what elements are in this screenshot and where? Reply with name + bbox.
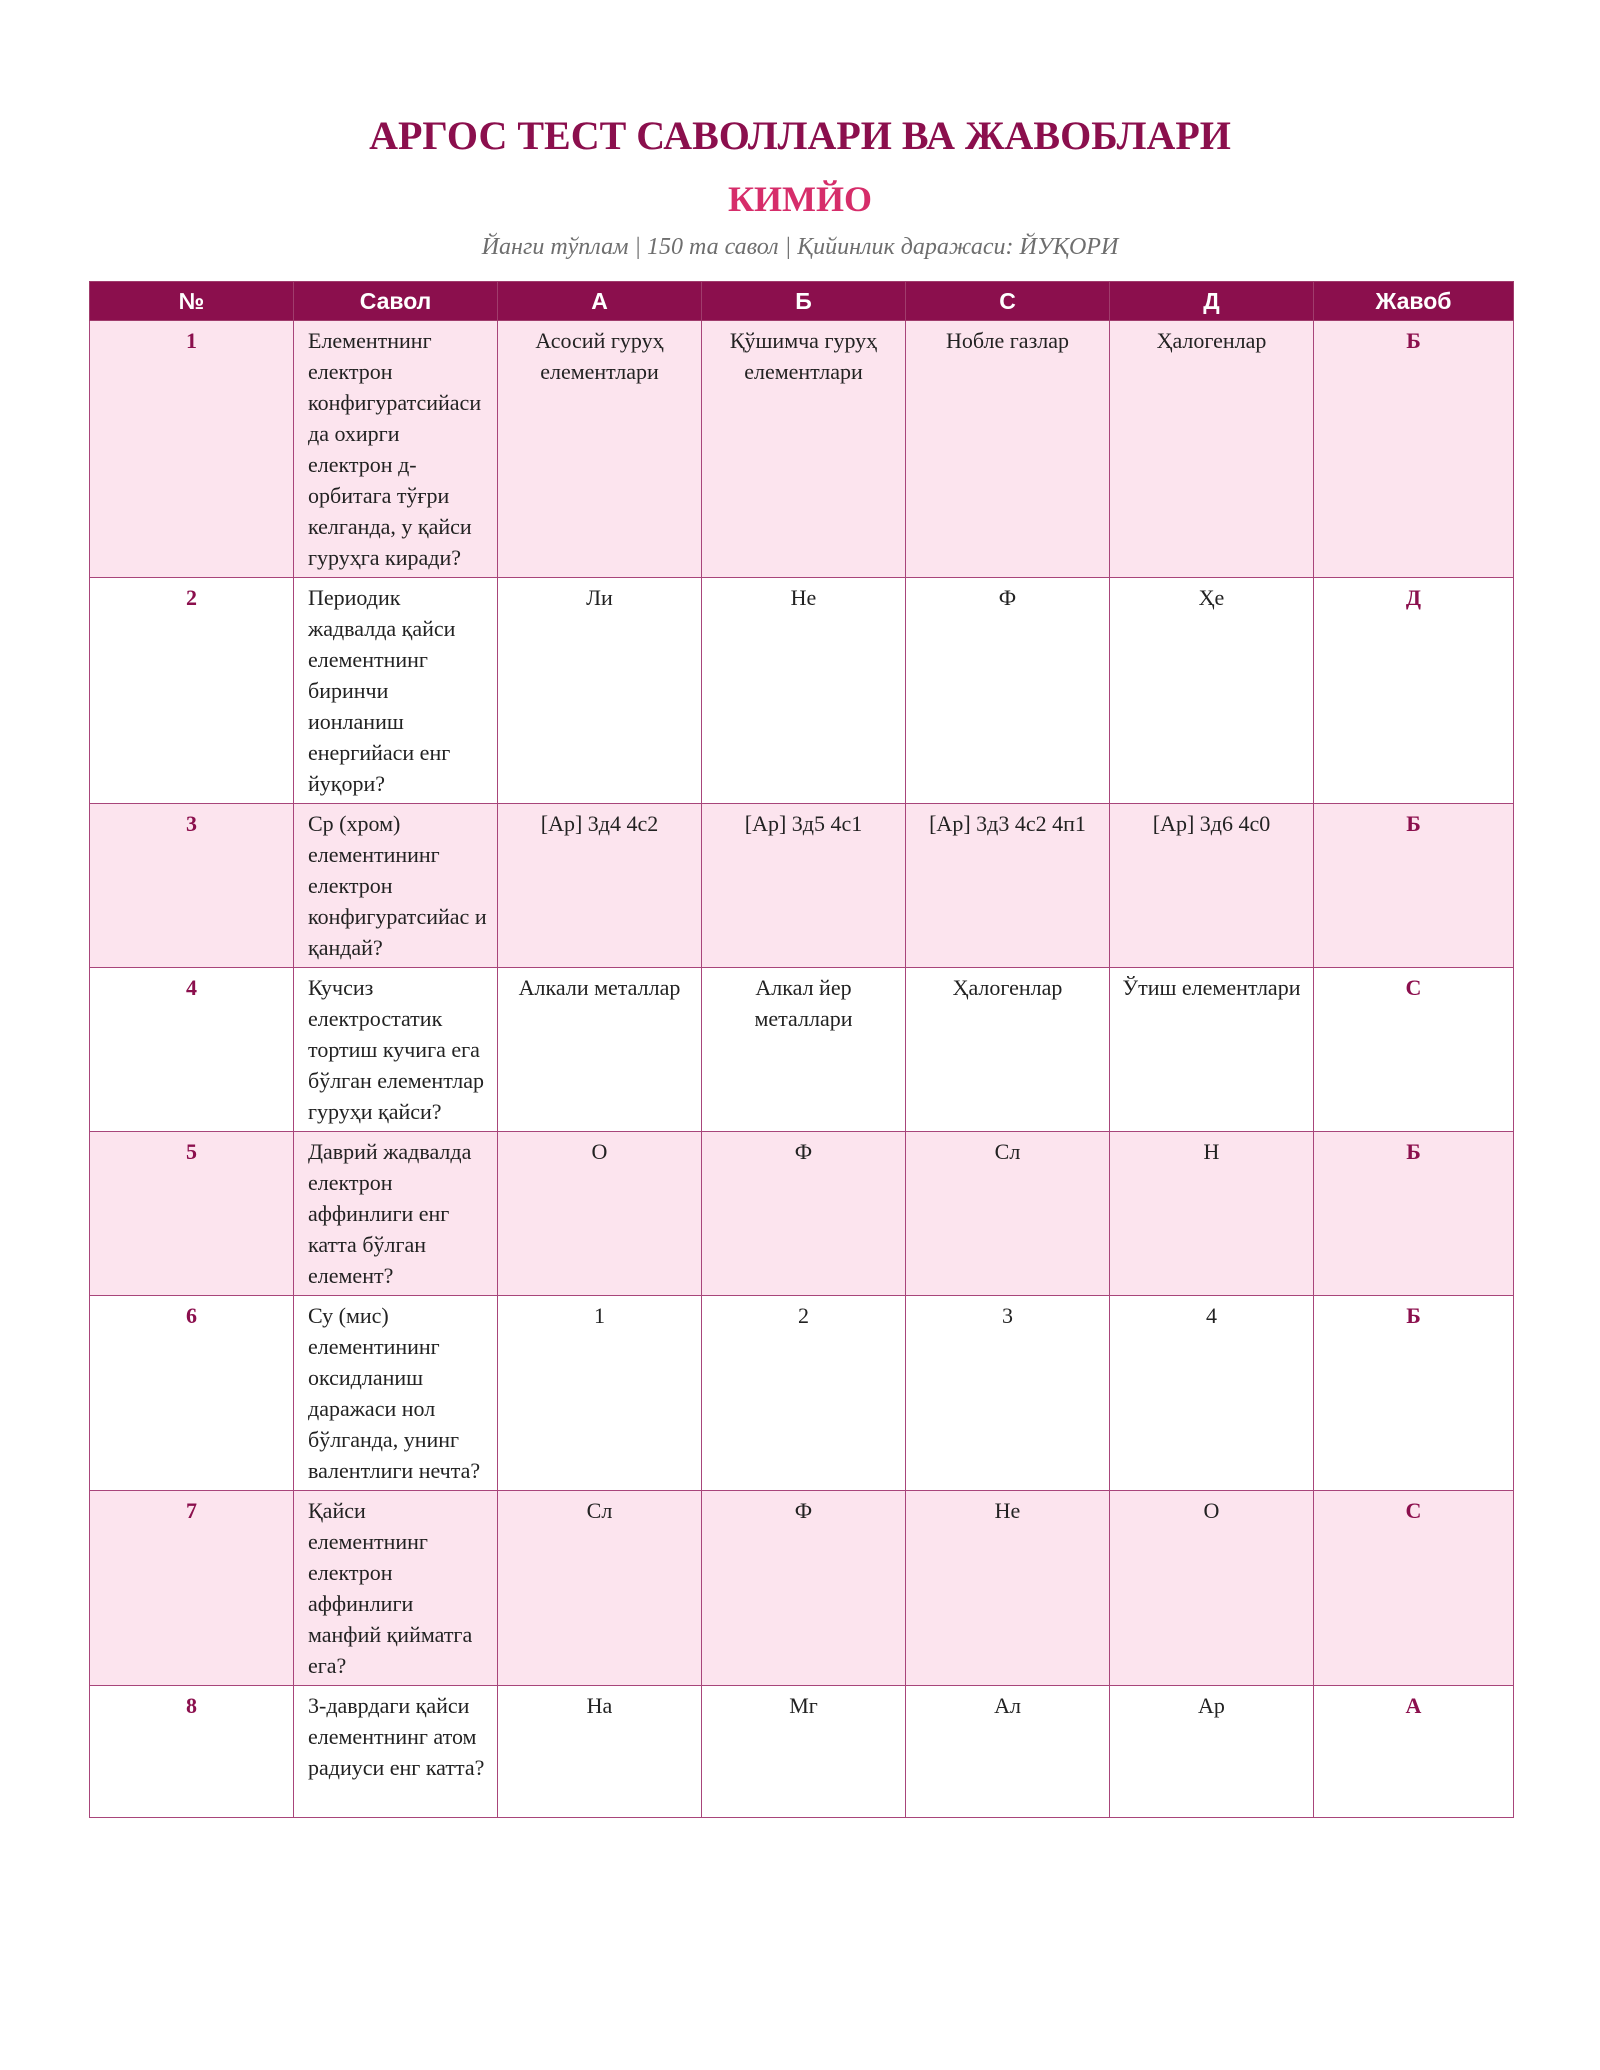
collection-meta: Йанги тўплам | 150 та савол | Қийинлик даражаси: ЙУҚОРИ <box>481 234 1119 260</box>
option-b: Қўшимча гуруҳ елементлари <box>702 321 906 578</box>
option-c: Ҳалогенлар <box>906 968 1110 1132</box>
question-text: 3-даврдаги қайси елементнинг атом радиуси енг катта? <box>294 1686 498 1818</box>
column-header-answer: Жавоб <box>1314 282 1514 321</box>
question-number: 5 <box>90 1132 294 1296</box>
table-row <box>90 1132 1514 1296</box>
option-c: [Ар] 3д3 4с2 4п1 <box>906 804 1110 968</box>
table-row <box>90 578 1514 804</box>
question-text: Кучсиз електростатик тортиш кучига ега бўлган елементлар гуруҳи қайси? <box>294 968 498 1132</box>
question-number: 7 <box>90 1491 294 1686</box>
option-b: Ф <box>702 1132 906 1296</box>
question-text: Су (мис) елементининг оксидланиш даражаси нол бўлганда, унинг валентлиги нечта? <box>294 1296 498 1491</box>
option-c: Ал <box>906 1686 1110 1818</box>
option-d: Ҳе <box>1110 578 1314 804</box>
option-d: Ар <box>1110 1686 1314 1818</box>
option-b: 2 <box>702 1296 906 1491</box>
option-d: 4 <box>1110 1296 1314 1491</box>
question-text: Қайси елементнинг електрон аффинлиги манфий қийматга ега? <box>294 1491 498 1686</box>
correct-answer: С <box>1314 968 1514 1132</box>
question-text: Ср (хром) елементининг електрон конфигуратсийас и қандай? <box>294 804 498 968</box>
option-a: О <box>498 1132 702 1296</box>
table-row <box>90 1296 1514 1491</box>
option-d: О <box>1110 1491 1314 1686</box>
correct-answer: Д <box>1314 578 1514 804</box>
option-c: Нобле газлар <box>906 321 1110 578</box>
question-number: 4 <box>90 968 294 1132</box>
option-a: Сл <box>498 1491 702 1686</box>
correct-answer: Б <box>1314 804 1514 968</box>
option-c: Сл <box>906 1132 1110 1296</box>
table-row <box>90 321 1514 578</box>
column-header-option-d: Д <box>1110 282 1314 321</box>
correct-answer: Б <box>1314 1132 1514 1296</box>
option-a: На <box>498 1686 702 1818</box>
correct-answer: Б <box>1314 1296 1514 1491</box>
column-header-option-c: С <box>906 282 1110 321</box>
option-c: Не <box>906 1491 1110 1686</box>
question-number: 6 <box>90 1296 294 1491</box>
column-header-question: Савол <box>294 282 498 321</box>
table-row <box>90 1491 1514 1686</box>
table-row <box>90 968 1514 1132</box>
option-d: Ҳалогенлар <box>1110 321 1314 578</box>
column-header-option-a: А <box>498 282 702 321</box>
column-header-option-b: Б <box>702 282 906 321</box>
correct-answer: С <box>1314 1491 1514 1686</box>
option-b: Ф <box>702 1491 906 1686</box>
option-a: Алкали металлар <box>498 968 702 1132</box>
option-b: Алкал йер металлари <box>702 968 906 1132</box>
option-a: Асосий гуруҳ елементлари <box>498 321 702 578</box>
option-a: 1 <box>498 1296 702 1491</box>
table-row <box>90 1686 1514 1818</box>
correct-answer: А <box>1314 1686 1514 1818</box>
option-c: Ф <box>906 578 1110 804</box>
question-text: Даврий жадвалда електрон аффинлиги енг катта бўлган елемент? <box>294 1132 498 1296</box>
question-text: Елементнинг електрон конфигуратсийаси да охирги електрон д-орбитага тўғри келганда, у қайси гуруҳга киради? <box>294 321 498 578</box>
question-number: 3 <box>90 804 294 968</box>
option-a: [Ар] 3д4 4с2 <box>498 804 702 968</box>
question-number: 2 <box>90 578 294 804</box>
questions-table <box>89 281 1514 1818</box>
table-row <box>90 804 1514 968</box>
question-number: 1 <box>90 321 294 578</box>
option-b: Мг <box>702 1686 906 1818</box>
option-d: Н <box>1110 1132 1314 1296</box>
option-b: Не <box>702 578 906 804</box>
option-d: Ўтиш елементлари <box>1110 968 1314 1132</box>
option-d: [Ар] 3д6 4с0 <box>1110 804 1314 968</box>
option-a: Ли <box>498 578 702 804</box>
subject-title: КИМЙО <box>727 179 873 219</box>
table-header-row <box>90 282 1514 321</box>
option-b: [Ар] 3д5 4с1 <box>702 804 906 968</box>
page-title: АРГОС ТЕСТ САВОЛЛАРИ ВА ЖАВОБЛАРИ <box>369 113 1231 158</box>
correct-answer: Б <box>1314 321 1514 578</box>
question-text: Периодик жадвалда қайси елементнинг биринчи ионланиш енергийаси енг йуқори? <box>294 578 498 804</box>
question-number: 8 <box>90 1686 294 1818</box>
column-header-number: № <box>90 282 294 321</box>
option-c: 3 <box>906 1296 1110 1491</box>
